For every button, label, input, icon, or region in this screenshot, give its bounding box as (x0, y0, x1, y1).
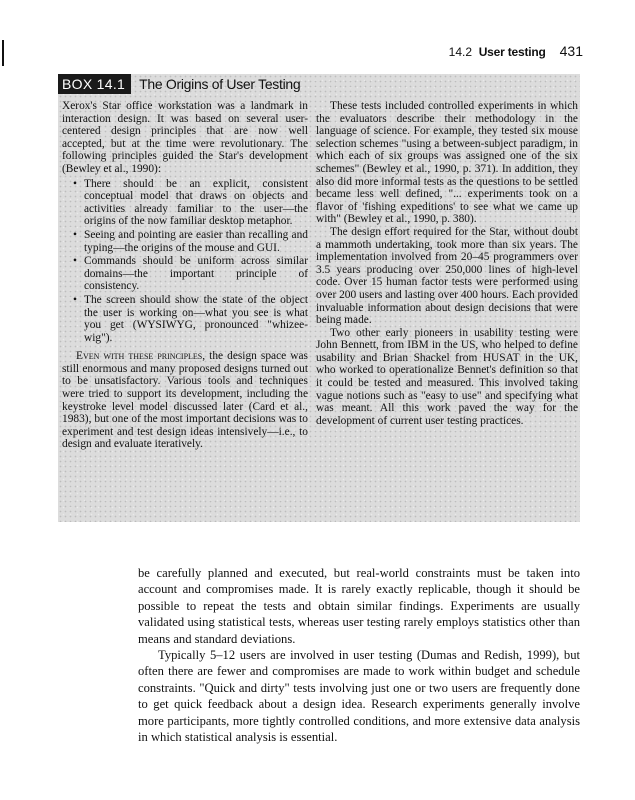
box-paragraph-text: the design space was still enormous and many proposed designs turned out to be unsatisfactory. Various tools and techniques were tried to support its development, including the keystroke level model discussed later (Card et al., 1983), but one of the most important decisions was to experiment and test design ideas intensively—i.e., to design and evaluate iteratively. (62, 350, 308, 451)
page-number: 431 (559, 43, 583, 59)
box-label: BOX 14.1 (58, 74, 131, 94)
body-paragraph: Typically 5–12 users are involved in user testing (Dumas and Redish, 1999), but often there are fewer and compromises are made to work within budget and schedule constraints. "Quick and dirty" tests involving just one or two users are frequently done to get quick feedback about a design idea. Research experiments generally involve more participants, more tightly controlled conditions, and more extensive data analysis in which statistical analysis is essential. (138, 648, 580, 745)
section-heading (449, 45, 546, 59)
main-body-text (138, 565, 580, 745)
running-header (449, 43, 583, 59)
list-item: • Seeing and pointing are easier than recalling and typing—the origins of the mouse and GUI. (84, 229, 308, 254)
list-item: • There should be an explicit, consistent conceptual model that draws on objects and activities already familiar to the user—the origins of the now familiar desktop metaphor. (84, 178, 308, 228)
body-paragraph: be carefully planned and executed, but real-world constraints must be taken into account and compromises made. It is rarely exactly replicable, though it should be possible to repeat the tests and obtain similar findings. Experiments are usually validated using statistical tests, whereas user testing rarely employs statistics other than means and standard deviations. (138, 566, 580, 646)
box-title: The Origins of User Testing (139, 76, 301, 92)
list-item: • Commands should be uniform across similar domains—the important principle of consistency. (84, 255, 308, 293)
lead-in-smallcaps: Even with these principles, (76, 350, 206, 363)
box-paragraph (62, 350, 308, 451)
page-edge-rule (2, 40, 4, 66)
box-intro-paragraph: Xerox's Star office workstation was a landmark in interaction design. It was based on several user-centered design principles that are now well accepted, but at the time were revolutionary. The following principles guided the Star's development (Bewley et al., 1990): (62, 100, 308, 175)
box-paragraph: The design effort required for the Star, without doubt a mammoth undertaking, took more than six years. The implementation involved from 20–45 programmers over 3.5 years producing over 250,000 lines of high-level code. Over 15 human factor tests were performed using over 200 users and lasting over 400 hours. Each provided invaluable information about design decisions that were being made. (316, 225, 578, 327)
box-right-column (316, 100, 578, 427)
list-item: • The screen should show the state of the object the user is working on—what you see is what you get (WYSIWYG, pronounced "whizee-wig"). (84, 294, 308, 344)
box-paragraph: These tests included controlled experiments in which the evaluators describe their methodology in the language of science. For example, they tested six mouse selection schemes "using a between-subject paradigm, in which each of six groups was assigned one of the six schemes" (Bewley et al., 1990, p. 371). In addition, they also did more informal tests as the questions to be settled became less well defined, "... experiments took on a flavor of 'fishing expeditions' to see what we came up with" (Bewley et al., 1990, p. 380). (316, 100, 578, 226)
box-paragraph: Two other early pioneers in usability testing were John Bennett, from IBM in the US, who helped to define usability and Brian Shackel from HUSAT in the UK, who worked to operationalize Bennet's definition so that it could be tested and measured. This involved taking vague notions such as "easy to use" and specifying what was meant. All this work paved the way for the development of current user testing practices. (316, 326, 578, 427)
box-left-column (62, 100, 308, 451)
box-header (58, 74, 318, 94)
section-number: 14.2 (448, 45, 473, 59)
principles-list (62, 178, 308, 345)
section-title: User testing (478, 45, 546, 59)
sidebar-box (58, 74, 580, 522)
